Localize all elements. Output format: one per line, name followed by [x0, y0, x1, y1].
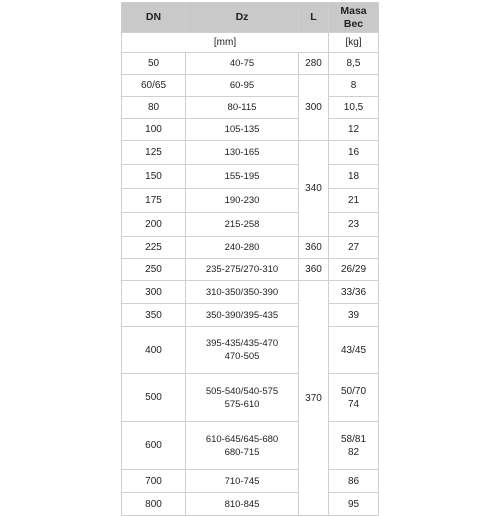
- cell-masa: [329, 374, 379, 422]
- cell-masa-text: 82: [347, 446, 360, 458]
- cell-dz: [186, 281, 299, 304]
- cell-masa: [329, 470, 379, 493]
- cell-masa: [329, 327, 379, 374]
- cell-dz-text: 105-135: [224, 124, 260, 135]
- cell-dz-text: 710-745: [224, 475, 260, 487]
- cell-dn: [122, 470, 186, 493]
- cell-dn: [122, 119, 186, 141]
- cell-dn-text: 225: [145, 242, 162, 253]
- cell-dz-text: 40-75: [229, 58, 255, 69]
- cell-masa: [329, 213, 379, 237]
- cell-l-text: 370: [305, 392, 322, 404]
- table-row: [122, 304, 379, 327]
- cell-dn-text: 600: [145, 440, 162, 451]
- cell-dn: [122, 422, 186, 470]
- table-row: [122, 165, 379, 189]
- cell-dn: [122, 75, 186, 97]
- cell-masa-text: 21: [347, 195, 360, 206]
- cell-masa: [329, 141, 379, 165]
- cell-dz-text: 350-390/395-435: [205, 309, 279, 321]
- cell-l: [299, 237, 329, 259]
- cell-masa-text: 27: [347, 242, 360, 253]
- units-mm: [mm]: [122, 33, 329, 53]
- cell-masa: [329, 119, 379, 141]
- cell-masa: [329, 422, 379, 470]
- cell-masa-text: 12: [347, 124, 360, 135]
- cell-masa: [329, 53, 379, 75]
- cell-dz: [186, 304, 299, 327]
- cell-dn: [122, 97, 186, 119]
- cell-l: [299, 259, 329, 281]
- cell-dz-text: 215-258: [224, 219, 260, 230]
- cell-masa: [329, 165, 379, 189]
- cell-dn: [122, 374, 186, 422]
- cell-dz-text: 310-350/350-390: [205, 286, 279, 298]
- cell-masa: [329, 259, 379, 281]
- cell-dz: [186, 213, 299, 237]
- header-masa-line1: Masa: [340, 4, 367, 17]
- cell-dn: [122, 53, 186, 75]
- cell-l-text: 360: [305, 264, 322, 275]
- cell-dz-text: 235-275/270-310: [205, 264, 279, 275]
- cell-masa-text: 39: [347, 309, 360, 321]
- cell-dz-text: 155-195: [224, 171, 260, 182]
- cell-masa-text: 23: [347, 219, 360, 230]
- cell-dn-text: 250: [145, 264, 162, 275]
- cell-dn-text: 400: [145, 344, 162, 356]
- table-row: [122, 75, 379, 97]
- cell-dn: [122, 259, 186, 281]
- cell-masa-text: 43/45: [340, 344, 367, 356]
- cell-dn-text: 50: [147, 58, 160, 69]
- cell-dz: [186, 75, 299, 97]
- cell-dn: [122, 493, 186, 516]
- table-row: [122, 213, 379, 237]
- cell-l-text: 300: [305, 102, 322, 113]
- cell-dz: [186, 470, 299, 493]
- cell-dz: [186, 237, 299, 259]
- units-row: [122, 33, 379, 53]
- table-row: [122, 97, 379, 119]
- cell-l-text: 360: [305, 242, 322, 253]
- cell-dz-text: 130-165: [224, 147, 260, 158]
- cell-dz-text: 240-280: [224, 242, 260, 253]
- cell-dz-text: 575-610: [224, 398, 260, 410]
- cell-masa-text: 26/29: [340, 264, 367, 275]
- cell-dz-text: 810-845: [224, 498, 260, 510]
- table-row: [122, 327, 379, 374]
- cell-dz: [186, 53, 299, 75]
- cell-dn: [122, 304, 186, 327]
- table-row: [122, 281, 379, 304]
- cell-masa: [329, 281, 379, 304]
- cell-dn: [122, 165, 186, 189]
- header-masa-line2: Bec: [343, 17, 364, 30]
- table-row: [122, 493, 379, 516]
- units-kg: [kg]: [329, 33, 379, 53]
- cell-dz-text: 470-505: [224, 351, 260, 362]
- cell-l: [299, 75, 329, 141]
- cell-masa: [329, 493, 379, 516]
- cell-dz-text: 680-715: [224, 446, 260, 458]
- cell-dn: [122, 237, 186, 259]
- table-row: [122, 237, 379, 259]
- cell-masa: [329, 189, 379, 213]
- cell-masa-text: 95: [347, 498, 360, 510]
- header-l: L: [299, 3, 329, 33]
- cell-masa-text: 16: [347, 147, 360, 158]
- cell-masa: [329, 304, 379, 327]
- cell-l-text: 280: [305, 58, 322, 69]
- cell-dn: [122, 281, 186, 304]
- header-masa: [329, 3, 379, 33]
- table-row: [122, 141, 379, 165]
- table-row: [122, 189, 379, 213]
- cell-dn-text: 60/65: [140, 80, 167, 91]
- cell-dn-text: 175: [145, 195, 162, 206]
- cell-l: [299, 141, 329, 237]
- table-row: [122, 119, 379, 141]
- cell-masa-text: 10,5: [343, 102, 364, 113]
- cell-dn: [122, 189, 186, 213]
- cell-dz: [186, 119, 299, 141]
- cell-dn-text: 150: [145, 171, 162, 182]
- cell-masa-text: 8,5: [346, 58, 361, 69]
- cell-masa: [329, 237, 379, 259]
- cell-dn-text: 500: [145, 392, 162, 403]
- cell-masa-text: 86: [347, 475, 360, 487]
- table-row: [122, 374, 379, 422]
- cell-dz: [186, 165, 299, 189]
- cell-dz-text: 610-645/645-680: [205, 433, 279, 445]
- cell-dz-text: 60-95: [229, 80, 255, 91]
- cell-masa: [329, 75, 379, 97]
- cell-dn: [122, 213, 186, 237]
- cell-dn-text: 300: [145, 286, 162, 298]
- header-dz: Dz: [186, 3, 299, 33]
- cell-dz: [186, 97, 299, 119]
- cell-dn: [122, 141, 186, 165]
- cell-l-text: 340: [305, 183, 322, 194]
- cell-dn-text: 200: [145, 219, 162, 230]
- cell-dz: [186, 493, 299, 516]
- table-row: [122, 470, 379, 493]
- cell-masa-text: 58/81: [340, 433, 367, 445]
- cell-dn: [122, 327, 186, 374]
- cell-dz: [186, 422, 299, 470]
- cell-masa-text: 33/36: [340, 286, 367, 298]
- cell-dz-text: 190-230: [224, 195, 260, 206]
- cell-l: [299, 53, 329, 75]
- cell-dz: [186, 259, 299, 281]
- cell-dn-text: 700: [145, 475, 162, 487]
- cell-masa-text: 50/70: [340, 385, 367, 397]
- cell-dz-text: 80-115: [227, 102, 257, 113]
- cell-dz: [186, 327, 299, 374]
- cell-masa: [329, 97, 379, 119]
- cell-masa-text: 74: [347, 398, 360, 410]
- table-row: [122, 259, 379, 281]
- cell-dn-text: 350: [145, 309, 162, 321]
- cell-dn-text: 80: [147, 102, 160, 113]
- header-dn: DN: [122, 3, 186, 33]
- dimensions-table: [121, 2, 379, 516]
- cell-dn-text: 800: [145, 498, 162, 510]
- header-row: [122, 3, 379, 33]
- cell-dz: [186, 189, 299, 213]
- cell-l: [299, 281, 329, 516]
- cell-dz: [186, 374, 299, 422]
- cell-dz-text: 395-435/435-470: [205, 338, 279, 349]
- cell-dn-text: 125: [145, 147, 162, 158]
- cell-masa-text: 18: [347, 171, 360, 182]
- cell-masa-text: 8: [350, 80, 357, 91]
- table-row: [122, 53, 379, 75]
- cell-dn-text: 100: [145, 124, 162, 135]
- cell-dz-text: 505-540/540-575: [205, 385, 279, 397]
- cell-dz: [186, 141, 299, 165]
- table-row: [122, 422, 379, 470]
